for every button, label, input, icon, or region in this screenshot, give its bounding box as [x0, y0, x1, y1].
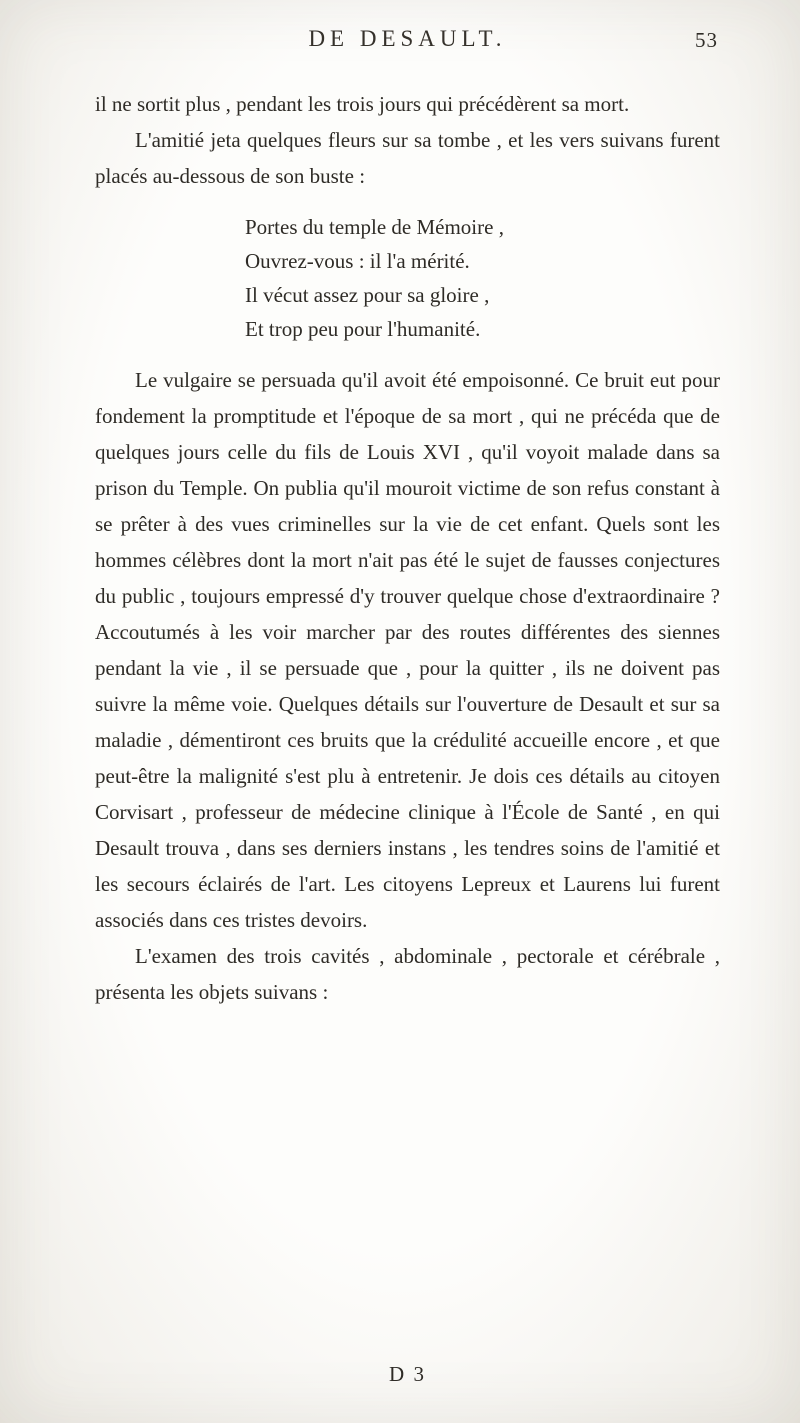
page-header — [95, 26, 720, 60]
page-number: 53 — [695, 28, 718, 52]
poem-epitaph — [245, 210, 720, 346]
signature-mark: D 3 — [389, 1362, 426, 1386]
paragraph-examen: L'examen des trois cavités , abdominale , pectorale et cérébrale , présenta les objets suivans : — [95, 944, 720, 1004]
poem-line: Ouvrez-vous : il l'a mérité. — [245, 249, 470, 273]
paragraph-continuation: il ne sortit plus , pendant les trois jours qui précédèrent sa mort. — [95, 92, 630, 116]
page-body — [95, 86, 720, 1010]
poem-line: Portes du temple de Mémoire , — [245, 215, 504, 239]
running-title: DE DESAULT. — [308, 26, 507, 51]
paragraph-main: Le vulgaire se persuada qu'il avoit été empoisonné. Ce bruit eut pour fondement la promptitude et l'époque de sa mort , qui ne précéda que de quelques jours celle du fils de Louis XVI , qu'il voyoit malade dans sa prison du Temple. On publia qu'il mouroit victime de son refus constant à se prêter à des vues criminelles sur la vie de cet enfant. Quels sont les hommes célèbres dont la mort n'ait pas été le sujet de fausses conjectures du public , toujours empressé d'y trouver quelque chose d'extraordinaire ? Accoutumés à les voir marcher par des routes différentes des siennes pendant la vie , il se persuade que , pour la quitter , ils ne doivent pas suivre la même voie. Quelques détails sur l'ouverture de Desault et sur sa maladie , démentiront ces bruits que la crédulité accueille encore , et que peut-être la malignité s'est plu à entretenir. Je dois ces détails au citoyen Corvisart , professeur de médecine clinique à l'École de Santé , en qui Desault trouva , dans ses derniers instans , les tendres soins de l'amitié et les secours éclairés de l'art. Les citoyens Lepreux et Laurens lui furent associés dans ces tristes devoirs. — [95, 368, 720, 932]
poem-line: Et trop peu pour l'humanité. — [245, 317, 481, 341]
poem-line: Il vécut assez pour sa gloire , — [245, 283, 490, 307]
paragraph-epitaph-intro: L'amitié jeta quelques fleurs sur sa tombe , et les vers suivans furent placés au-dessous de son buste : — [95, 128, 720, 188]
